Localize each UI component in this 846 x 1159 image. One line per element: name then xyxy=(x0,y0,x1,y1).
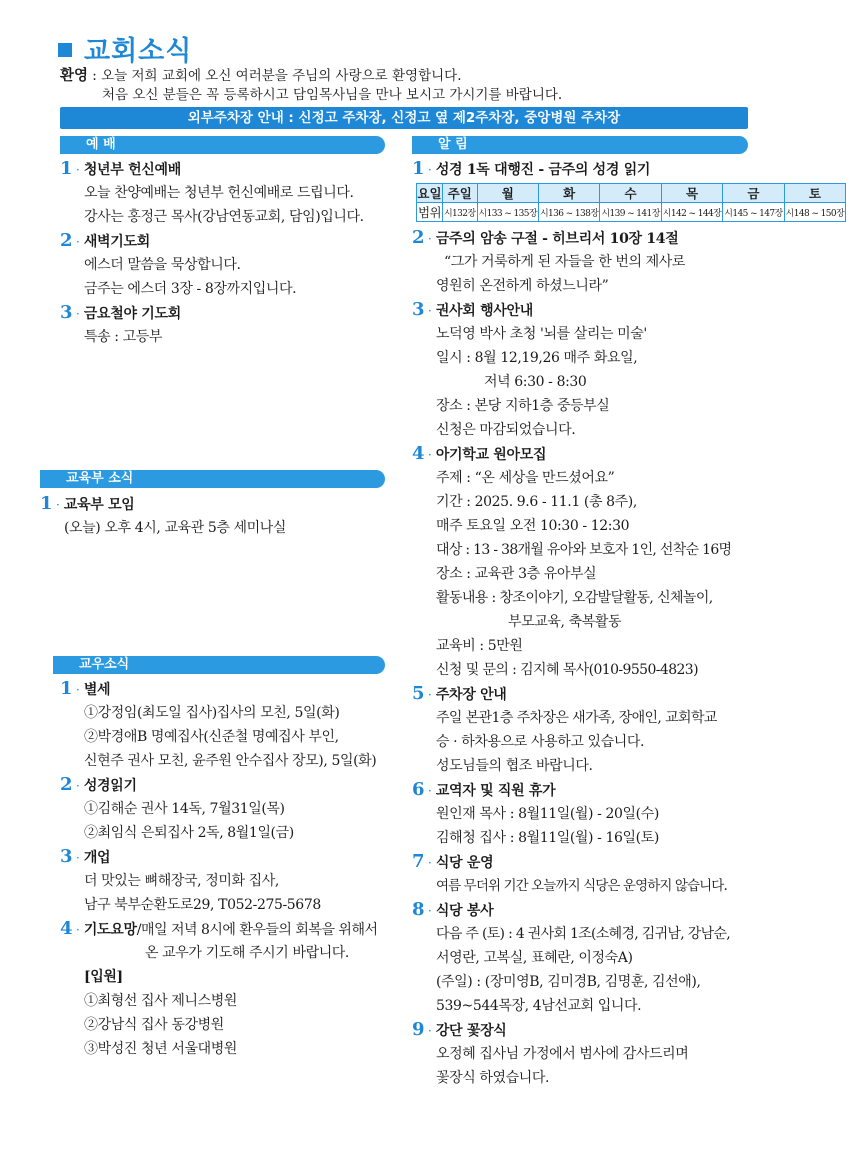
text-line: (주일) : (장미영B, 김미경B, 김명훈, 김선애), xyxy=(436,974,701,990)
text-line: 온 교우가 기도해 주시기 바랍니다. xyxy=(145,945,349,961)
text-line: 남구 북부순환도로29, T052-275-5678 xyxy=(84,897,321,913)
item-title: 개업 xyxy=(83,850,111,866)
text-line: (오늘) 오후 4시, 교육관 5층 세미나실 xyxy=(64,520,287,536)
worship-item-1: 1 · 청년부 헌신예배 xyxy=(60,157,400,181)
table-cell: 주일 xyxy=(442,184,477,203)
table-cell: 시142 ~ 144장 xyxy=(661,203,722,222)
text-line: 매주 토요일 오전 10:30 - 12:30 xyxy=(436,518,630,534)
text-line: 금주는 에스더 3장 - 8장까지입니다. xyxy=(84,281,297,297)
table-cell: 화 xyxy=(538,184,599,203)
text-line: /매일 저녁 8시에 환우들의 회복을 위해서 xyxy=(136,922,378,938)
item-number: 8 xyxy=(412,899,425,920)
text-line: ③박성진 청년 서울대병원 xyxy=(84,1041,237,1057)
text-line: 부모교육, 축복활동 xyxy=(508,614,622,630)
bible-reading-table xyxy=(416,183,846,222)
item-number: 2 xyxy=(412,227,425,248)
text-line: 강사는 홍정근 목사(강남연동교회, 담임)입니다. xyxy=(84,209,364,225)
item-title: 교역자 및 직원 휴가 xyxy=(435,783,556,799)
item-title: 아기학교 원아모집 xyxy=(435,447,547,463)
text-line: “그가 거룩하게 된 자들을 한 번의 제사로 xyxy=(444,254,686,270)
notice-item-7: 7 · 식당 운영 xyxy=(412,850,757,874)
table-cell: 월 xyxy=(477,184,538,203)
item-number: 1 xyxy=(60,158,73,179)
table-cell: 요일 xyxy=(417,184,443,203)
table-cell: 토 xyxy=(784,184,845,203)
notice-item-1: 1 · 성경 1독 대행진 - 금주의 성경 읽기 xyxy=(412,157,757,181)
text-line: 더 맛있는 뼈해장국, 정미화 집사, xyxy=(84,873,279,889)
members-item-3: 3 · 개업 xyxy=(60,845,405,869)
text-line: 저녁 6:30 - 8:30 xyxy=(484,374,587,390)
text-line: 기간 : 2025. 9.6 - 11.1 (총 8주), xyxy=(436,494,637,510)
square-bullet-icon xyxy=(58,43,72,57)
text-line: 일시 : 8월 12,19,26 매주 화요일, xyxy=(436,350,638,366)
item-number: 1 xyxy=(412,158,425,179)
table-cell: 범위 xyxy=(417,203,443,222)
item-number: 4 xyxy=(60,918,73,939)
hospital-label: [입원] xyxy=(84,969,123,985)
text-line: 주일 본관1층 주차장은 새가족, 장애인, 교회학교 xyxy=(436,710,717,726)
item-number: 6 xyxy=(412,779,425,800)
members-item-1: 1 · 별세 xyxy=(60,677,405,701)
members-section xyxy=(60,677,405,1061)
item-title: 주차장 안내 xyxy=(435,687,507,703)
item-title: 성경 1독 대행진 - 금주의 성경 읽기 xyxy=(435,162,651,178)
worship-section xyxy=(60,157,400,349)
text-line: 원인재 목사 : 8월11일(월) - 20일(수) xyxy=(436,806,659,822)
table-cell: 수 xyxy=(600,184,661,203)
table-cell: 시148 ~ 150장 xyxy=(784,203,845,222)
text-line: 장소 : 교육관 3층 유아부실 xyxy=(436,566,597,582)
table-cell: 시132장 xyxy=(442,203,477,222)
item-title: 기도요망 xyxy=(83,922,137,938)
page-title-text: 교회소식 xyxy=(84,35,193,67)
item-title: 성경읽기 xyxy=(83,778,137,794)
notice-item-8: 8 · 식당 봉사 xyxy=(412,898,757,922)
notice-item-9: 9 · 강단 꽃장식 xyxy=(412,1018,757,1042)
text-line: 교육비 : 5만원 xyxy=(436,638,523,654)
notice-item-3: 3 · 권사회 행사안내 xyxy=(412,298,757,322)
item-number: 5 xyxy=(412,683,425,704)
notice-item-4: 4 · 아기학교 원아모집 xyxy=(412,442,757,466)
parking-banner: 외부주차장 안내 : 신정고 주차장, 신정고 옆 제2주차장, 중앙병원 주차장 xyxy=(60,107,748,129)
text-line: 오늘 찬양예배는 청년부 헌신예배로 드립니다. xyxy=(84,185,354,201)
item-title: 식당 운영 xyxy=(435,855,494,871)
page-title xyxy=(58,30,192,66)
members-section-header: 교우소식 xyxy=(53,656,385,674)
notice-item-6: 6 · 교역자 및 직원 휴가 xyxy=(412,778,757,802)
welcome-message xyxy=(60,66,760,105)
text-line: 성도님들의 협조 바랍니다. xyxy=(436,758,593,774)
members-item-2: 2 · 성경읽기 xyxy=(60,773,405,797)
notice-item-5: 5 · 주차장 안내 xyxy=(412,682,757,706)
table-cell: 시145 ~ 147장 xyxy=(723,203,784,222)
item-number: 2 xyxy=(60,774,73,795)
text-line: ②최임식 은퇴집사 2독, 8월1일(금) xyxy=(84,825,294,841)
welcome-line-1: : 오늘 저희 교회에 오신 여러분을 주님의 사랑으로 환영합니다. xyxy=(88,68,462,84)
item-title: 권사회 행사안내 xyxy=(435,303,533,319)
worship-item-2: 2 · 새벽기도회 xyxy=(60,229,400,253)
text-line: ①김해순 권사 14독, 7월31일(목) xyxy=(84,801,285,817)
education-section-header: 교육부 소식 xyxy=(40,470,385,488)
members-item-4: 4 · 기도요망 /매일 저녁 8시에 환우들의 회복을 위해서 xyxy=(60,917,405,941)
item-number: 9 xyxy=(412,1019,425,1040)
item-title: 별세 xyxy=(83,682,111,698)
text-line: 승 · 하차용으로 사용하고 있습니다. xyxy=(436,734,645,750)
item-title: 새벽기도회 xyxy=(83,234,150,250)
item-number: 4 xyxy=(412,443,425,464)
item-title: 교육부 모임 xyxy=(63,497,135,513)
text-line: 특송 : 고등부 xyxy=(84,329,163,345)
item-title: 금주의 암송 구절 - 히브리서 10장 14절 xyxy=(435,231,679,247)
notices-section xyxy=(412,157,845,1090)
worship-item-3: 3 · 금요철야 기도회 xyxy=(60,301,400,325)
item-number: 1 xyxy=(40,493,53,514)
table-cell: 시139 ~ 141장 xyxy=(600,203,661,222)
item-number: 3 xyxy=(60,302,73,323)
text-line: ②강남식 집사 동강병원 xyxy=(84,1017,224,1033)
notices-section-header: 알 림 xyxy=(412,136,748,154)
item-number: 3 xyxy=(60,846,73,867)
welcome-label: 환영 xyxy=(60,67,89,84)
text-line: 신청 및 문의 : 김지혜 목사(010-9550-4823) xyxy=(436,662,698,678)
text-line: 장소 : 본당 지하1층 중등부실 xyxy=(436,398,610,414)
text-line: 김해청 집사 : 8월11일(월) - 16일(토) xyxy=(436,830,659,846)
item-title: 강단 꽃장식 xyxy=(435,1023,507,1039)
text-line: 신청은 마감되었습니다. xyxy=(436,422,576,438)
text-line: 신현주 권사 모친, 윤주원 안수집사 장모), 5일(화) xyxy=(84,753,377,769)
table-cell: 금 xyxy=(723,184,784,203)
item-title: 청년부 헌신예배 xyxy=(83,162,181,178)
table-cell: 시136 ~ 138장 xyxy=(538,203,599,222)
table-cell: 시133 ~ 135장 xyxy=(477,203,538,222)
text-line: ①최형선 집사 제니스병원 xyxy=(84,993,237,1009)
text-line: ①강정임(최도일 집사)집사의 모친, 5일(화) xyxy=(84,705,340,721)
text-line: 대상 : 13 - 38개월 유아와 보호자 1인, 선착순 16명 xyxy=(436,542,732,558)
item-number: 3 xyxy=(412,299,425,320)
text-line: 에스더 말씀을 묵상합니다. xyxy=(84,257,241,273)
text-line: 활동내용 : 창조이야기, 오감발달활동, 신체놀이, xyxy=(436,590,713,606)
table-cell: 목 xyxy=(661,184,722,203)
text-line: 다음 주 (토) : 4 권사회 1조(소혜경, 김귀남, 강남순, xyxy=(436,926,730,942)
text-line: 539~544목장, 4남선교회 입니다. xyxy=(436,998,642,1014)
item-number: 2 xyxy=(60,230,73,251)
text-line: 꽃장식 하였습니다. xyxy=(436,1070,550,1086)
text-line: 오정혜 집사님 가정에서 범사에 감사드리며 xyxy=(436,1046,689,1062)
text-line: 노덕영 박사 초청 '뇌를 살리는 미술' xyxy=(436,326,647,342)
text-line: ②박경애B 명예집사(신준철 명예집사 부인, xyxy=(84,729,339,745)
education-item-1: 1 · 교육부 모임 xyxy=(40,492,400,516)
worship-section-header: 예 배 xyxy=(60,136,385,154)
text-line: 영원히 온전하게 하셨느니라” xyxy=(436,278,609,294)
text-line: 여름 무더위 기간 오늘까지 식당은 운영하지 않습니다. xyxy=(436,878,727,894)
item-title: 식당 봉사 xyxy=(435,903,494,919)
education-section xyxy=(40,492,400,540)
item-number: 1 xyxy=(60,678,73,699)
item-title: 금요철야 기도회 xyxy=(83,306,181,322)
notice-item-2: 2 · 금주의 암송 구절 - 히브리서 10장 14절 xyxy=(412,226,757,250)
welcome-line-2: 처음 오신 분들은 꼭 등록하시고 담임목사님을 만나 보시고 가시기를 바랍니다. xyxy=(102,87,563,103)
text-line: 주제 : “온 세상을 만드셨어요” xyxy=(436,470,615,486)
item-number: 7 xyxy=(412,851,425,872)
text-line: 서영란, 고복실, 표혜란, 이정숙A) xyxy=(436,950,633,966)
